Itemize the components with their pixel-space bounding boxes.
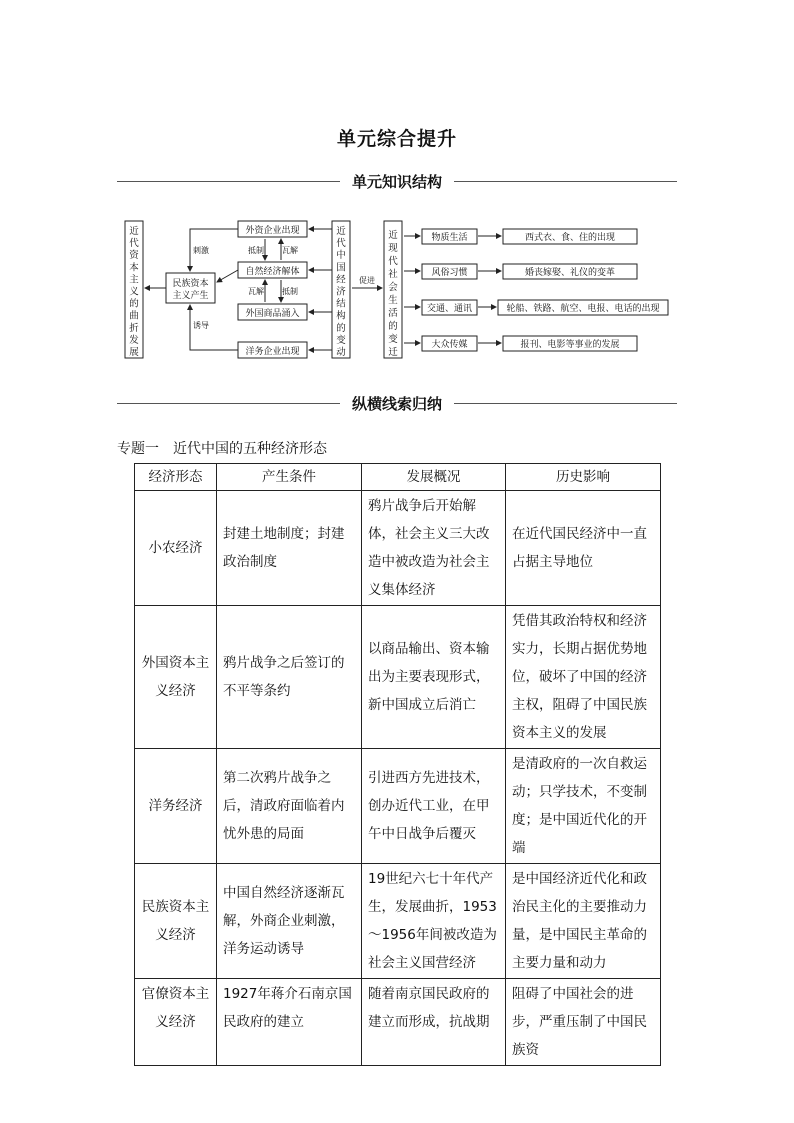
knowledge-structure-diagram [117,214,677,364]
social-life-char: 会 [388,282,398,293]
capitalism-development-char: 近 [129,226,139,237]
capitalism-development-char: 的 [129,298,139,310]
resist-label-1: 抵制 [248,246,264,255]
economic-structure-char: 构 [336,310,346,322]
stimulate-label: 刺激 [193,246,209,255]
capitalism-development-char: 发 [129,334,139,346]
impact-cell: 是中国经济近代化和政治民主化的主要推动力量，是中国民主革命的主要力量和动力 [506,864,661,979]
header-form: 经济形态 [135,464,217,491]
impact-cell: 在近代国民经济中一直占据主导地位 [506,491,661,606]
condition-cell: 中国自然经济逐渐瓦解，外商企业刺激，洋务运动诱导 [217,864,362,979]
development-cell: 以商品输出、资本输出为主要表现形式，新中国成立后消亡 [362,606,506,749]
promote-label: 促进 [359,276,375,285]
economic-structure-char: 近 [336,226,346,237]
result-media: 报刊、电影等事业的发展 [520,340,620,350]
capitalism-development-char: 义 [129,286,139,298]
social-life-char: 生 [388,295,398,306]
category-material: 物质生活 [431,233,468,243]
disintegrate-label-1: 瓦解 [282,246,298,255]
impact-cell: 是清政府的一次自救运动；只学技术，不变制度；是中国近代化的开端 [506,749,661,864]
social-life-char: 代 [388,256,398,267]
economic-structure-char: 国 [336,262,346,274]
development-cell: 引进西方先进技术，创办近代工业，在甲午中日战争后覆灭 [362,749,506,864]
impact-cell: 凭借其政治特权和经济实力，长期占据优势地位，破坏了中国的经济主权，阻碍了中国民族资本主义的发展 [506,606,661,749]
capitalism-development-char: 曲 [129,310,139,322]
development-cell: 19世纪六七十年代产生，发展曲折，1953～1956年间被改造为社会主义国营经济 [362,864,506,979]
social-life-char: 迁 [388,347,398,358]
table-row [135,606,661,749]
section-heading-text: 单元知识结构 [340,173,454,191]
header-impact: 历史影响 [506,464,661,491]
table-row [135,979,661,1066]
page-title: 单元综合提升 [336,128,457,150]
category-transport: 交通、通讯 [426,304,473,314]
condition-cell: 鸦片战争之后签订的不平等条约 [217,606,362,749]
development-cell: 鸦片战争后开始解体，社会主义三大改造中被改造为社会主义集体经济 [362,491,506,606]
table-row [135,864,661,979]
table-row [135,491,661,606]
header-development: 发展概况 [362,464,506,491]
social-life-char: 的 [388,321,398,332]
capitalism-development-char: 主 [129,274,139,286]
economic-structure-char: 动 [336,347,346,358]
economic-structure-char: 结 [336,298,346,310]
foreign-goods-label: 外国商品涌入 [245,309,300,319]
form-cell: 洋务经济 [135,749,217,864]
resist-label-2: 抵制 [282,287,298,296]
capitalism-development-char: 折 [129,322,139,334]
section-heading-text: 纵横线索归纳 [340,395,454,413]
condition-cell: 第二次鸦片战争之后，清政府面临着内忧外患的局面 [217,749,362,864]
topic-heading [117,438,327,458]
capitalism-development-char: 资 [129,250,139,262]
national-capital-line2: 主义产生 [172,291,209,301]
disintegrate-label-2: 瓦解 [248,287,264,296]
westernization-label: 洋务企业出现 [245,347,300,357]
natural-economy-label: 自然经济解体 [245,267,300,277]
economy-forms-table [134,463,661,1066]
capitalism-development-char: 代 [129,238,139,250]
form-cell: 小农经济 [135,491,217,606]
result-customs: 婚丧嫁娶、礼仪的变革 [524,268,616,278]
header-condition: 产生条件 [217,464,362,491]
social-life-char: 变 [388,334,398,345]
economic-structure-char: 的 [336,322,346,334]
section-heading-clues [0,393,794,414]
form-cell: 官僚资本主义经济 [135,979,217,1066]
induce-label: 诱导 [193,321,209,330]
category-media: 大众传媒 [431,340,468,350]
form-cell: 外国资本主义经济 [135,606,217,749]
foreign-enterprise-label: 外资企业出现 [245,226,300,236]
economic-structure-char: 经 [336,274,346,286]
social-life-char: 近 [388,230,398,241]
capitalism-development-char: 展 [129,347,139,358]
economic-structure-char: 济 [336,286,346,298]
topic-title: 近代中国的五种经济形态 [173,441,327,457]
condition-cell: 1927年蒋介石南京国民政府的建立 [217,979,362,1066]
result-material: 西式衣、食、住的出现 [524,233,616,243]
economic-structure-char: 中 [336,250,346,262]
category-customs: 风俗习惯 [431,268,468,278]
social-life-char: 活 [388,308,398,319]
topic-label: 专题一 [117,441,159,457]
table-header-row [135,464,661,491]
table-row [135,749,661,864]
section-heading-structure [0,171,794,192]
social-life-char: 现 [388,243,398,254]
impact-cell: 阻碍了中国社会的进步，严重压制了中国民族资 [506,979,661,1066]
economic-structure-char: 变 [336,334,346,346]
result-transport: 轮船、铁路、航空、电报、电话的出现 [506,304,660,314]
form-cell: 民族资本主义经济 [135,864,217,979]
capitalism-development-char: 本 [129,262,139,274]
social-life-char: 社 [388,269,398,280]
condition-cell: 封建土地制度；封建政治制度 [217,491,362,606]
development-cell: 随着南京国民政府的建立而形成，抗战期 [362,979,506,1066]
economic-structure-char: 代 [336,238,346,250]
national-capital-line1: 民族资本 [172,279,209,289]
